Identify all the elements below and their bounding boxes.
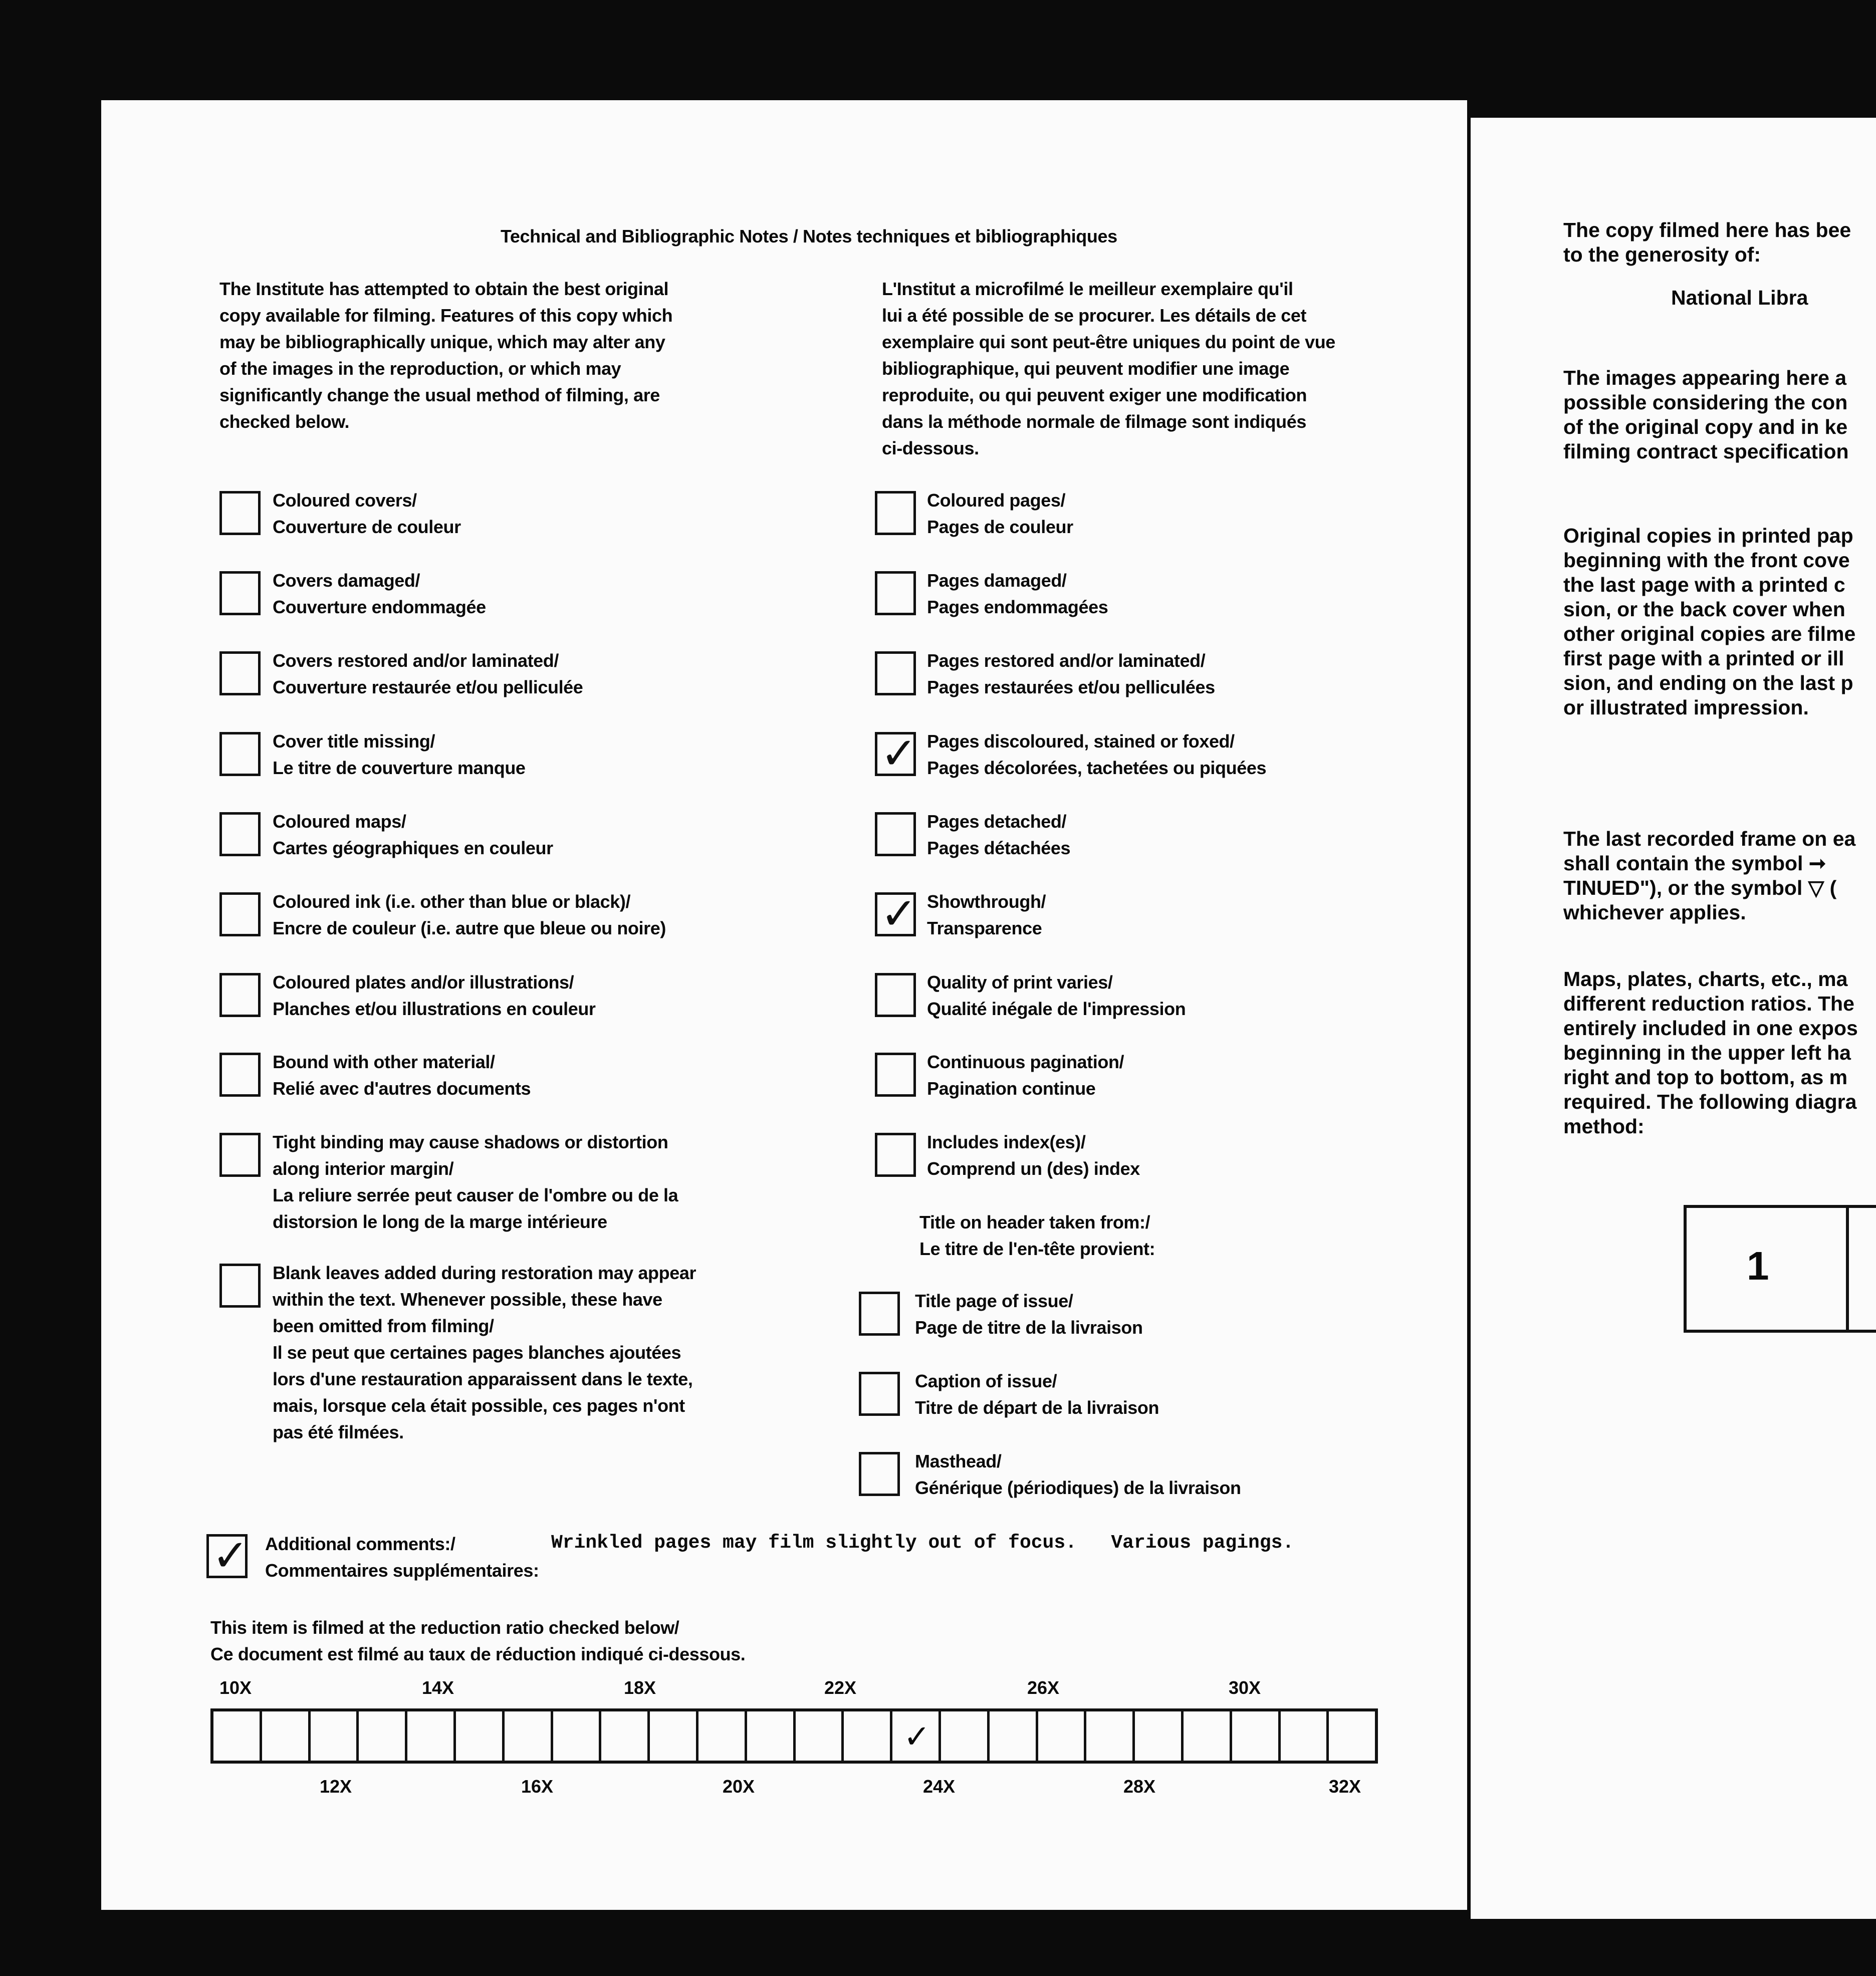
ratio-cell[interactable]	[262, 1711, 311, 1761]
ratio-cell[interactable]	[1232, 1711, 1281, 1761]
right-para-line: other original copies are filme	[1563, 622, 1856, 645]
ratio-cell[interactable]	[1086, 1711, 1135, 1761]
left-item-label: Couverture endommagée	[273, 597, 486, 617]
left-item-label: Le titre de couverture manque	[273, 758, 526, 778]
left-item-label: Relié avec d'autres documents	[273, 1078, 531, 1099]
right-para-line: The images appearing here a	[1563, 366, 1847, 389]
checkmark-icon: ✓	[880, 727, 917, 779]
intro-line: reproduite, ou qui peuvent exiger une modification	[882, 385, 1307, 405]
ratio-label: 10X	[219, 1677, 252, 1698]
right-para-line: The last recorded frame on ea	[1563, 827, 1856, 850]
left-item-label: Il se peut que certaines pages blanches ajoutées	[273, 1342, 681, 1363]
ratio-cell[interactable]	[698, 1711, 747, 1761]
ratio-cell[interactable]	[1184, 1711, 1232, 1761]
right-item-checkbox[interactable]	[875, 1133, 916, 1177]
intro-line: exemplaire qui sont peut-être uniques du point de vue	[882, 332, 1335, 352]
right-para-line: different reduction ratios. The	[1563, 992, 1854, 1015]
ratio-cell[interactable]	[407, 1711, 456, 1761]
diagram-label: 1	[1747, 1244, 1769, 1288]
comments-checkbox[interactable]	[206, 1530, 249, 1581]
issue-item-label: Générique (périodiques) de la livraison	[915, 1477, 1241, 1498]
ratio-label: 22X	[824, 1677, 857, 1698]
right-item-label: Pages de couleur	[927, 517, 1073, 537]
left-item-label: Covers damaged/	[273, 570, 420, 591]
left-item-label: Cartes géographiques en couleur	[273, 838, 553, 858]
ratio-label: 20X	[723, 1776, 755, 1797]
right-item-checkbox[interactable]	[875, 888, 917, 939]
left-item-checkbox[interactable]	[219, 1264, 261, 1308]
right-item-checkbox[interactable]	[875, 491, 916, 535]
issue-item-checkbox[interactable]	[859, 1372, 900, 1416]
right-para-line: whichever applies.	[1563, 901, 1746, 924]
ratio-label: 32X	[1329, 1776, 1361, 1797]
issue-item-label: Masthead/	[915, 1451, 1002, 1471]
intro-line: of the images in the reproduction, or which may	[219, 358, 621, 379]
right-item-label: Pages détachées	[927, 838, 1071, 858]
left-item-label: pas été filmées.	[273, 1422, 404, 1442]
right-item-checkbox[interactable]	[875, 812, 916, 856]
ratio-cell[interactable]	[892, 1711, 941, 1761]
right-item-label: Pages décolorées, tachetées ou piquées	[927, 758, 1267, 778]
right-para-line: or illustrated impression.	[1563, 696, 1809, 719]
intro-line: significantly change the usual method of filming, are	[219, 385, 660, 405]
right-item-label: Qualité inégale de l'impression	[927, 999, 1186, 1019]
right-item-label: Pages discoloured, stained or foxed/	[927, 731, 1235, 752]
left-item-label: distorsion le long de la marge intérieure	[273, 1211, 607, 1232]
right-para-line: The copy filmed here has bee	[1563, 218, 1851, 241]
right-item-checkbox[interactable]	[875, 973, 916, 1017]
ratio-label: 30X	[1229, 1677, 1261, 1698]
left-item-checkbox[interactable]	[219, 1053, 261, 1097]
right-item-label: Pages restaurées et/ou pelliculées	[927, 677, 1215, 697]
left-item-label: Coloured covers/	[273, 490, 417, 511]
reduction-line-en: This item is filmed at the reduction ratio checked below/	[210, 1617, 679, 1638]
left-item-label: been omitted from filming/	[273, 1316, 494, 1336]
left-item-label: lors d'une restauration apparaissent dans le texte,	[273, 1369, 693, 1389]
header-note-line: Le titre de l'en-tête provient:	[919, 1239, 1155, 1259]
issue-item-label: Title page of issue/	[915, 1291, 1073, 1311]
intro-line: checked below.	[219, 411, 350, 432]
right-para-line: beginning in the upper left ha	[1563, 1041, 1851, 1064]
ratio-label: 16X	[521, 1776, 554, 1797]
intro-line: copy available for filming. Features of this copy which	[219, 305, 673, 326]
right-item-checkbox[interactable]	[875, 571, 916, 615]
right-para-line: to the generosity of:	[1563, 243, 1761, 266]
left-item-checkbox[interactable]	[219, 651, 261, 695]
ratio-cell[interactable]	[213, 1711, 262, 1761]
comments-label-en: Additional comments:/	[265, 1534, 455, 1554]
ratio-cell[interactable]	[1281, 1711, 1329, 1761]
right-item-label: Pages damaged/	[927, 570, 1067, 591]
ratio-cell[interactable]	[844, 1711, 892, 1761]
right-para-line: right and top to bottom, as m	[1563, 1066, 1848, 1089]
ratio-cell[interactable]	[1038, 1711, 1087, 1761]
comments-label-fr: Commentaires supplémentaires:	[265, 1560, 539, 1581]
left-item-label: Couverture de couleur	[273, 517, 461, 537]
right-para-line: beginning with the front cove	[1563, 549, 1850, 572]
left-item-label: Encre de couleur (i.e. autre que bleue ou noire)	[273, 918, 666, 938]
intro-line: dans la méthode normale de filmage sont indiqués	[882, 411, 1306, 432]
right-para-line: the last page with a printed c	[1563, 573, 1845, 596]
right-para-line: possible considering the con	[1563, 391, 1848, 414]
left-item-checkbox[interactable]	[219, 812, 261, 856]
page-heading: Technical and Bibliographic Notes / Notes techniques et bibliographiques	[501, 226, 1117, 246]
left-item-label: mais, lorsque cela était possible, ces pages n'ont	[273, 1395, 685, 1416]
left-item-label: along interior margin/	[273, 1158, 454, 1179]
right-item-label: Comprend un (des) index	[927, 1158, 1140, 1179]
ratio-cell[interactable]	[1329, 1711, 1375, 1761]
left-item-label: Blank leaves added during restoration may appear	[273, 1263, 696, 1283]
header-note-line: Title on header taken from:/	[919, 1212, 1150, 1232]
left-item-label: La reliure serrée peut causer de l'ombre ou de la	[273, 1185, 678, 1205]
diagram-divider	[1846, 1208, 1849, 1330]
right-item-checkbox[interactable]	[875, 651, 916, 695]
ratio-cell[interactable]	[553, 1711, 602, 1761]
checkmark-icon: ✓	[212, 1530, 249, 1581]
left-page	[101, 100, 1467, 1910]
left-item-label: Bound with other material/	[273, 1052, 495, 1072]
left-item-checkbox[interactable]	[219, 571, 261, 615]
right-item-label: Continuous pagination/	[927, 1052, 1124, 1072]
left-item-checkbox[interactable]	[219, 732, 261, 776]
right-item-label: Pages restored and/or laminated/	[927, 650, 1206, 671]
ratio-cell[interactable]	[747, 1711, 796, 1761]
issue-item-checkbox[interactable]	[859, 1452, 900, 1496]
ratio-cell[interactable]	[359, 1711, 407, 1761]
intro-line: L'Institut a microfilmé le meilleur exemplaire qu'il	[882, 279, 1293, 299]
ratio-cell[interactable]	[941, 1711, 990, 1761]
left-item-label: Planches et/ou illustrations en couleur	[273, 999, 596, 1019]
right-item-checkbox[interactable]	[875, 1053, 916, 1097]
right-item-label: Coloured pages/	[927, 490, 1066, 511]
reduction-line-fr: Ce document est filmé au taux de réduction indiqué ci-dessous.	[210, 1644, 746, 1664]
checkmark-icon: ✓	[880, 888, 917, 939]
ratio-cell[interactable]	[505, 1711, 553, 1761]
right-item-label: Pages endommagées	[927, 597, 1108, 617]
right-item-label: Transparence	[927, 918, 1042, 938]
reduction-ratio-grid	[210, 1708, 1378, 1764]
frame-diagram	[1684, 1205, 1876, 1333]
right-para-line: method:	[1563, 1115, 1645, 1138]
ratio-label: 28X	[1123, 1776, 1156, 1797]
issue-item-label: Caption of issue/	[915, 1371, 1057, 1391]
left-item-label: within the text. Whenever possible, these have	[273, 1289, 662, 1310]
left-item-label: Coloured plates and/or illustrations/	[273, 972, 574, 993]
ratio-cell[interactable]	[311, 1711, 359, 1761]
left-item-checkbox[interactable]	[219, 973, 261, 1017]
ratio-label: 12X	[320, 1776, 352, 1797]
ratio-cell[interactable]	[990, 1711, 1038, 1761]
right-item-label: Quality of print varies/	[927, 972, 1113, 993]
issue-item-label: Titre de départ de la livraison	[915, 1397, 1159, 1418]
issue-item-checkbox[interactable]	[859, 1292, 900, 1336]
intro-line: lui a été possible de se procurer. Les détails de cet	[882, 305, 1307, 326]
left-item-checkbox[interactable]	[219, 1133, 261, 1177]
ratio-cell[interactable]	[650, 1711, 698, 1761]
right-page	[1471, 118, 1876, 1919]
ratio-label: 18X	[624, 1677, 656, 1698]
ratio-label: 14X	[422, 1677, 454, 1698]
left-item-checkbox[interactable]	[219, 892, 261, 936]
intro-line: The Institute has attempted to obtain the best original	[219, 279, 669, 299]
right-para-line: sion, or the back cover when	[1563, 598, 1845, 621]
right-para-line: sion, and ending on the last p	[1563, 671, 1853, 694]
right-para-line: shall contain the symbol ➞	[1563, 852, 1826, 875]
ratio-cell[interactable]	[601, 1711, 650, 1761]
ratio-label: 24X	[923, 1776, 956, 1797]
intro-line: ci-dessous.	[882, 438, 979, 458]
ratio-label: 26X	[1027, 1677, 1060, 1698]
comments-text: Wrinkled pages may film slightly out of focus. Various pagings.	[551, 1532, 1294, 1554]
right-para-line: entirely included in one expos	[1563, 1017, 1858, 1040]
left-item-label: Cover title missing/	[273, 731, 435, 752]
checkmark-icon: ✓	[903, 1718, 930, 1756]
ratio-cell[interactable]	[796, 1711, 844, 1761]
left-item-label: Coloured maps/	[273, 811, 406, 832]
left-item-label: Tight binding may cause shadows or distortion	[273, 1132, 668, 1152]
intro-line: may be bibliographically unique, which may alter any	[219, 332, 665, 352]
left-item-checkbox[interactable]	[219, 491, 261, 535]
library-name: National Libra	[1671, 286, 1808, 309]
intro-line: bibliographique, qui peuvent modifier une image	[882, 358, 1290, 379]
issue-item-label: Page de titre de la livraison	[915, 1317, 1143, 1338]
right-item-checkbox[interactable]	[875, 727, 917, 779]
right-para-line: Maps, plates, charts, etc., ma	[1563, 967, 1848, 991]
left-item-label: Coloured ink (i.e. other than blue or black)/	[273, 891, 631, 912]
right-para-line: filming contract specification	[1563, 440, 1849, 463]
right-para-line: first page with a printed or ill	[1563, 647, 1844, 670]
ratio-cell[interactable]	[1135, 1711, 1184, 1761]
right-para-line: required. The following diagra	[1563, 1090, 1857, 1113]
left-item-label: Covers restored and/or laminated/	[273, 650, 559, 671]
right-item-label: Includes index(es)/	[927, 1132, 1086, 1152]
right-para-line: TINUED"), or the symbol ▽ (	[1563, 876, 1837, 899]
right-para-line: Original copies in printed pap	[1563, 524, 1853, 547]
right-item-label: Showthrough/	[927, 891, 1046, 912]
right-para-line: of the original copy and in ke	[1563, 415, 1848, 438]
right-item-label: Pages detached/	[927, 811, 1067, 832]
right-item-label: Pagination continue	[927, 1078, 1096, 1099]
ratio-cell[interactable]	[456, 1711, 505, 1761]
left-item-label: Couverture restaurée et/ou pelliculée	[273, 677, 583, 697]
